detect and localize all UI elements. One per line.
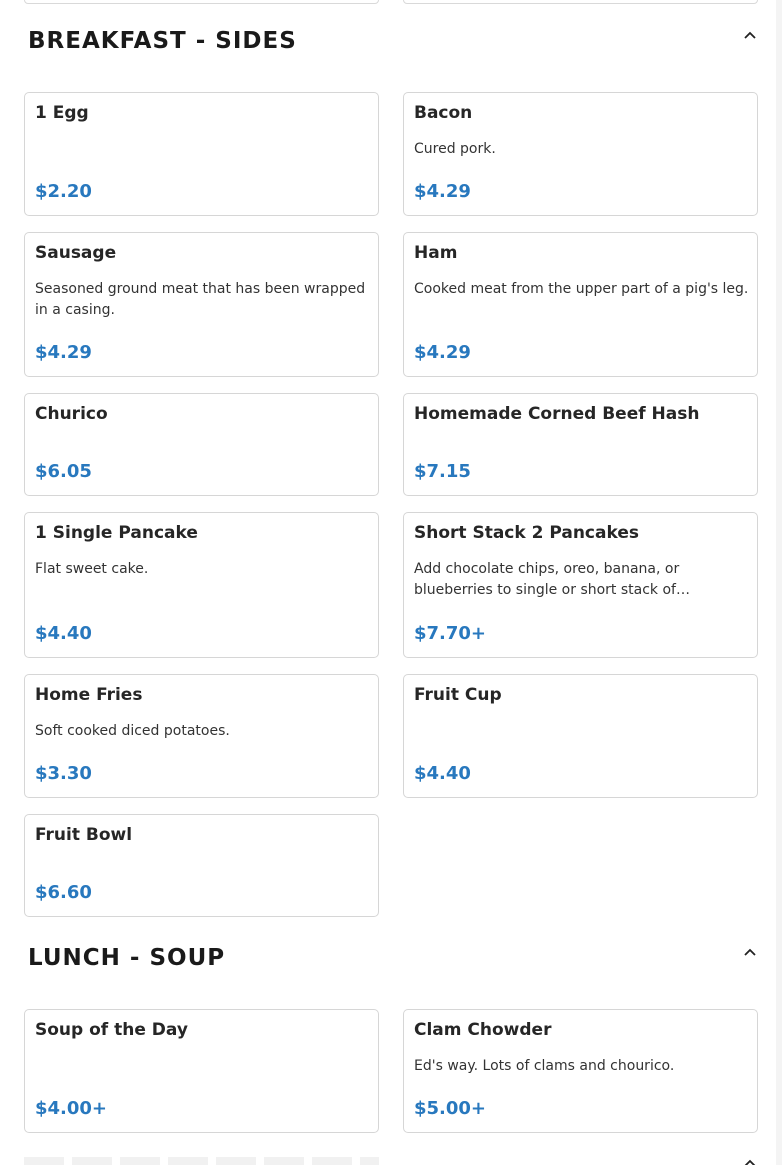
- item-price: $4.29: [35, 342, 92, 363]
- item-name: Soup of the Day: [35, 1020, 188, 1040]
- item-name: Fruit Cup: [414, 685, 502, 705]
- chevron-up-icon[interactable]: [742, 945, 758, 961]
- menu-item-card[interactable]: [24, 232, 379, 377]
- item-description: Seasoned ground meat that has been wrapped in a casing.: [35, 281, 366, 318]
- item-price: $4.40: [35, 623, 92, 644]
- item-name: Bacon: [414, 103, 473, 123]
- menu-item-card[interactable]: [24, 674, 379, 798]
- item-price: $6.60: [35, 882, 92, 903]
- menu-item-card[interactable]: [24, 814, 379, 917]
- item-price: $3.30: [35, 763, 92, 784]
- item-description: Flat sweet cake.: [35, 561, 149, 577]
- chevron-up-icon[interactable]: [742, 28, 758, 44]
- item-name: Sausage: [35, 243, 117, 263]
- item-name: Fruit Bowl: [35, 825, 133, 845]
- item-name: Short Stack 2 Pancakes: [414, 523, 639, 543]
- item-price: $2.20: [35, 181, 92, 202]
- item-description: Soft cooked diced potatoes.: [35, 723, 230, 739]
- item-description: Ed's way. Lots of clams and chourico.: [414, 1058, 675, 1074]
- section-title: LUNCH - SOUP: [28, 945, 226, 971]
- chevron-up-icon[interactable]: [742, 1158, 758, 1165]
- item-name: Clam Chowder: [414, 1020, 552, 1040]
- section-title: BREAKFAST - SIDES: [28, 28, 297, 54]
- menu-item-card[interactable]: [403, 393, 758, 496]
- menu-item-card[interactable]: [24, 92, 379, 216]
- item-name: Homemade Corned Beef Hash: [414, 404, 700, 424]
- item-name: Churico: [35, 404, 108, 424]
- item-price: $6.05: [35, 461, 92, 482]
- item-price: $7.70+: [414, 623, 487, 644]
- scrollbar[interactable]: [776, 0, 782, 1165]
- menu-item-card[interactable]: [403, 232, 758, 377]
- item-name: 1 Egg: [35, 103, 89, 123]
- partial-section-header-bottom: [24, 1157, 379, 1165]
- item-price: $7.15: [414, 461, 471, 482]
- item-description: Cured pork.: [414, 141, 496, 157]
- partial-card-top-right[interactable]: [403, 0, 758, 4]
- item-name: Ham: [414, 243, 458, 263]
- item-name: Home Fries: [35, 685, 143, 705]
- item-price: $4.00+: [35, 1098, 108, 1119]
- menu-item-card[interactable]: [403, 674, 758, 798]
- menu-item-card[interactable]: [24, 512, 379, 658]
- item-price: $4.29: [414, 181, 471, 202]
- item-name: 1 Single Pancake: [35, 523, 198, 543]
- menu-item-card[interactable]: [24, 1009, 379, 1133]
- menu-item-card[interactable]: [24, 393, 379, 496]
- partial-card-top-left[interactable]: [24, 0, 379, 4]
- item-price: $4.29: [414, 342, 471, 363]
- menu-item-card[interactable]: [403, 1009, 758, 1133]
- item-price: $4.40: [414, 763, 471, 784]
- menu-item-card[interactable]: [403, 92, 758, 216]
- section-header-lunch-soup[interactable]: [28, 945, 758, 985]
- menu-item-card[interactable]: [403, 512, 758, 658]
- item-price: $5.00+: [414, 1098, 487, 1119]
- section-header-breakfast-sides[interactable]: [28, 28, 758, 68]
- item-description: Cooked meat from the upper part of a pig's leg.: [414, 281, 749, 297]
- item-description: Add chocolate chips, oreo, banana, or blueberries to single or short stack of…: [414, 561, 690, 598]
